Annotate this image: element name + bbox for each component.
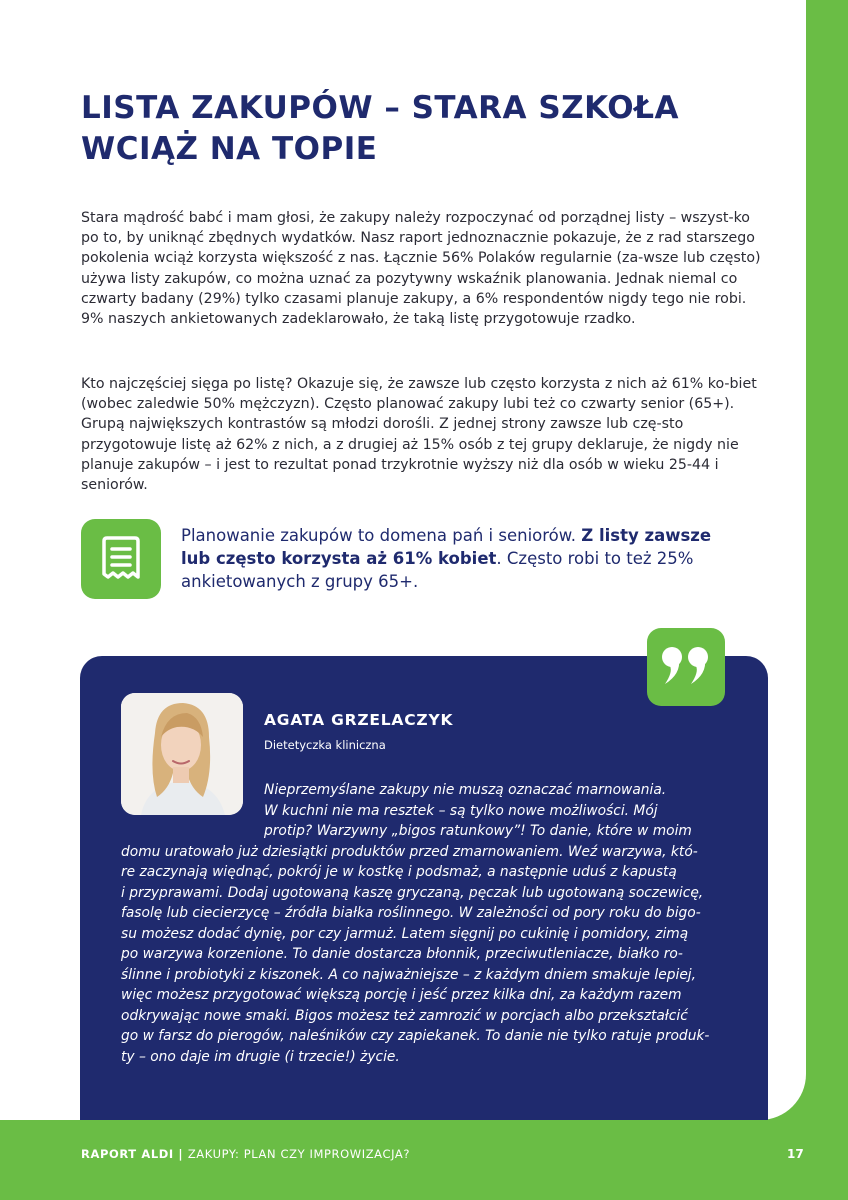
- expert-name: AGATA GRZELACZYK: [264, 711, 454, 729]
- quote-marks-icon: [647, 628, 725, 706]
- page-number: 17: [787, 1147, 804, 1161]
- shopping-list-icon: [81, 519, 161, 599]
- expert-photo: [121, 693, 243, 815]
- quote-line: go w farsz do pierogów, naleśników czy zapiekanek. To danie nie tylko ratuje produk-: [121, 1028, 710, 1044]
- quote-line: re zaczynają więdnąć, pokrój je w kostkę i podsmaż, a następnie uduś z kapustą: [121, 864, 677, 880]
- quote-line: fasolę lub ciecierzycę – źródła białka roślinnego. W zależności od pory roku do bigo-: [121, 905, 701, 921]
- expert-role: Dietetyczka kliniczna: [264, 738, 386, 752]
- intro-paragraph: Stara mądrość babć i mam głosi, że zakupy należy rozpoczynać od porządnej listy – wszyst-ko po to, by uniknąć zbędnych wydatków. Nasz raport jednoznacznie pokazuje, że z rad starszego pokolenia wciąż korzysta większość z nas. Łącznie 56% Polaków regularnie (za-wsze lub często) używa listy zakupów, co można uznać za pozytywny wskaźnik planowania. Jednak niemal co czwarty badany (29%) tylko czasami planuje zakupy, a 6% respondentów nigdy tego nie robi. 9% naszych ankietowanych zadeklarowało, że taką listę przygotowuje rzadko.: [81, 210, 761, 328]
- quote-line: su możesz dodać dynię, por czy jarmuż. Latem sięgnij po cukinię i pomidory, zimą: [121, 926, 689, 942]
- quote-line: po warzywa korzenione. To danie dostarcza błonnik, przeciwutleniacze, białko ro-: [121, 946, 683, 962]
- quote-line: Nieprzemyślane zakupy nie muszą oznaczać marnowania.: [264, 782, 667, 798]
- second-paragraph: Kto najczęściej sięga po listę? Okazuje się, że zawsze lub często korzysta z nich aż 61% ko-biet (wobec zaledwie 50% mężczyzn). Często planować zakupy lubi też co czwarty senior (65+). Grupą największych kontrastów są młodzi dorośli. Z jednej strony zawsze lub czę-sto przygotowuje listę aż 62% z nich, a z drugiej aż 15% osób z tej grupy deklaruje, że nigdy nie planuje zakupów – i jest to rezultat ponad trzykrotnie wyższy niż dla osób w wieku 25-44 i seniorów.: [81, 376, 757, 494]
- quote-line: domu uratowało już dziesiątki produktów przed zmarnowaniem. Weź warzywa, któ-: [121, 844, 698, 860]
- quote-line: protip? Warzywny „bigos ratunkowy”! To danie, które w moim: [264, 823, 692, 839]
- quote-line: ślinne i probiotyki z kiszonek. A co najważniejsze – z każdym dniem smakuje lepiej,: [121, 967, 697, 983]
- quote-line: ty – ono daje im drugie (i trzecie!) życie.: [121, 1049, 400, 1065]
- page-title: LISTA ZAKUPÓW – STARA SZKOŁA WCIĄŻ NA TOPIE: [81, 90, 680, 167]
- highlight-text: Planowanie zakupów to domena pań i seniorów. Z listy zawsze lub często korzysta aż 61% kobiet. Często robi to też 25% ankietowanych z grupy 65+.: [181, 526, 712, 591]
- footer-report-title: RAPORT ALDI | ZAKUPY: PLAN CZY IMPROWIZACJA?: [81, 1147, 411, 1161]
- quote-line: W kuchni nie ma resztek – są tylko nowe możliwości. Mój: [264, 803, 658, 819]
- quote-line: odkrywając nowe smaki. Bigos możesz też zamrozić w porcjach albo przekształcić: [121, 1008, 688, 1024]
- quote-line: więc możesz przygotować większą porcję i jeść przez kilka dni, za każdym razem: [121, 987, 682, 1003]
- quote-line: i przyprawami. Dodaj ugotowaną kaszę gryczaną, pęczak lub ugotowaną soczewicę,: [121, 885, 704, 901]
